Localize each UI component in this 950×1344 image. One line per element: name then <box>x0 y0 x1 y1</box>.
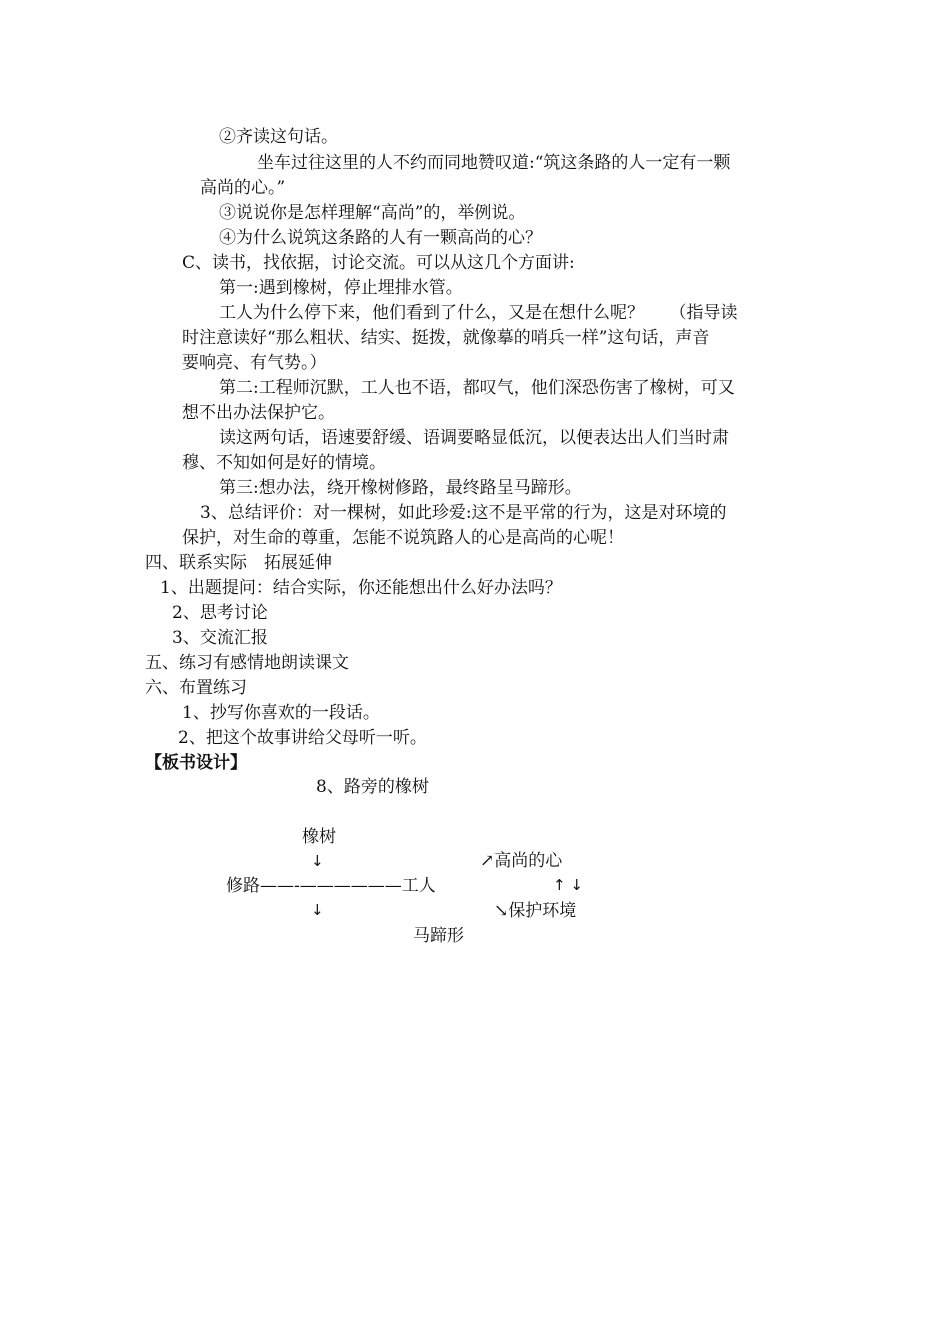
text-line: 2、把这个故事讲给父母听一听。 <box>178 728 427 748</box>
board-title: 8、路旁的橡树 <box>316 777 429 797</box>
text-line: 第二:工程师沉默，工人也不语，都叹气，他们深恐伤害了橡树，可又 <box>219 378 735 398</box>
node-road-workers: 修路——-——————工人 <box>226 876 436 896</box>
text-line: 要响亮、有气势。） <box>182 353 327 373</box>
text-line: 保护，对生命的尊重，怎能不说筑路人的心是高尚的心呢！ <box>182 528 624 548</box>
text-line: ②齐读这句话。 <box>219 127 338 147</box>
section-heading: 六、布置练习 <box>145 678 247 698</box>
text-line: 3、总结评价：对一棵树，如此珍爱:这不是平常的行为，这是对环境的 <box>200 503 727 523</box>
text-line: 3、交流汇报 <box>172 628 268 648</box>
node-protect-environment: ↘保护环境 <box>494 901 577 921</box>
text-line: ④为什么说筑这条路的人有一颗高尚的心？ <box>219 228 542 248</box>
down-arrow-icon: ↓ <box>311 901 324 919</box>
text-line: 坐车过往这里的人不约而同地赞叹道:“筑这条路的人一定有一颗 <box>257 153 731 173</box>
board-design-heading: 【板书设计】 <box>145 753 247 773</box>
down-arrow-icon: ↓ <box>311 852 324 870</box>
text-line: 读这两句话，语速要舒缓、语调要略显低沉，以便表达出人们当时肃 <box>219 428 729 448</box>
text-line: C、读书，找依据，讨论交流。可以从这几个方面讲: <box>182 253 575 273</box>
up-down-arrows-icon: ↑ ↓ <box>553 876 583 894</box>
node-noble-heart: ↗高尚的心 <box>480 851 563 871</box>
text-line: ③说说你是怎样理解“高尚”的，举例说。 <box>219 203 526 223</box>
text-line: 高尚的心。” <box>200 178 286 198</box>
text-line: 第三:想办法，绕开橡树修路，最终路呈马蹄形。 <box>219 478 582 498</box>
node-horseshoe: 马蹄形 <box>413 926 464 946</box>
node-oak: 橡树 <box>302 827 336 847</box>
text-line: 想不出办法保护它。 <box>182 403 335 423</box>
text-line: 2、思考讨论 <box>172 603 268 623</box>
text-line: 工人为什么停下来，他们看到了什么，又是在想什么呢？ （指导读 <box>219 303 738 323</box>
section-heading: 五、练习有感情地朗读课文 <box>145 653 349 673</box>
text-line: 1、出题提问：结合实际，你还能想出什么好办法吗？ <box>160 578 562 598</box>
text-line: 第一:遇到橡树，停止埋排水管。 <box>219 278 463 298</box>
text-line: 1、抄写你喜欢的一段话。 <box>182 703 380 723</box>
section-heading: 四、联系实际 拓展延伸 <box>145 553 332 573</box>
text-line: 时注意读好“那么粗状、结实、挺拨，就像摹的哨兵一样”这句话，声音 <box>182 328 710 348</box>
text-line: 穆、不知如何是好的情境。 <box>182 453 386 473</box>
